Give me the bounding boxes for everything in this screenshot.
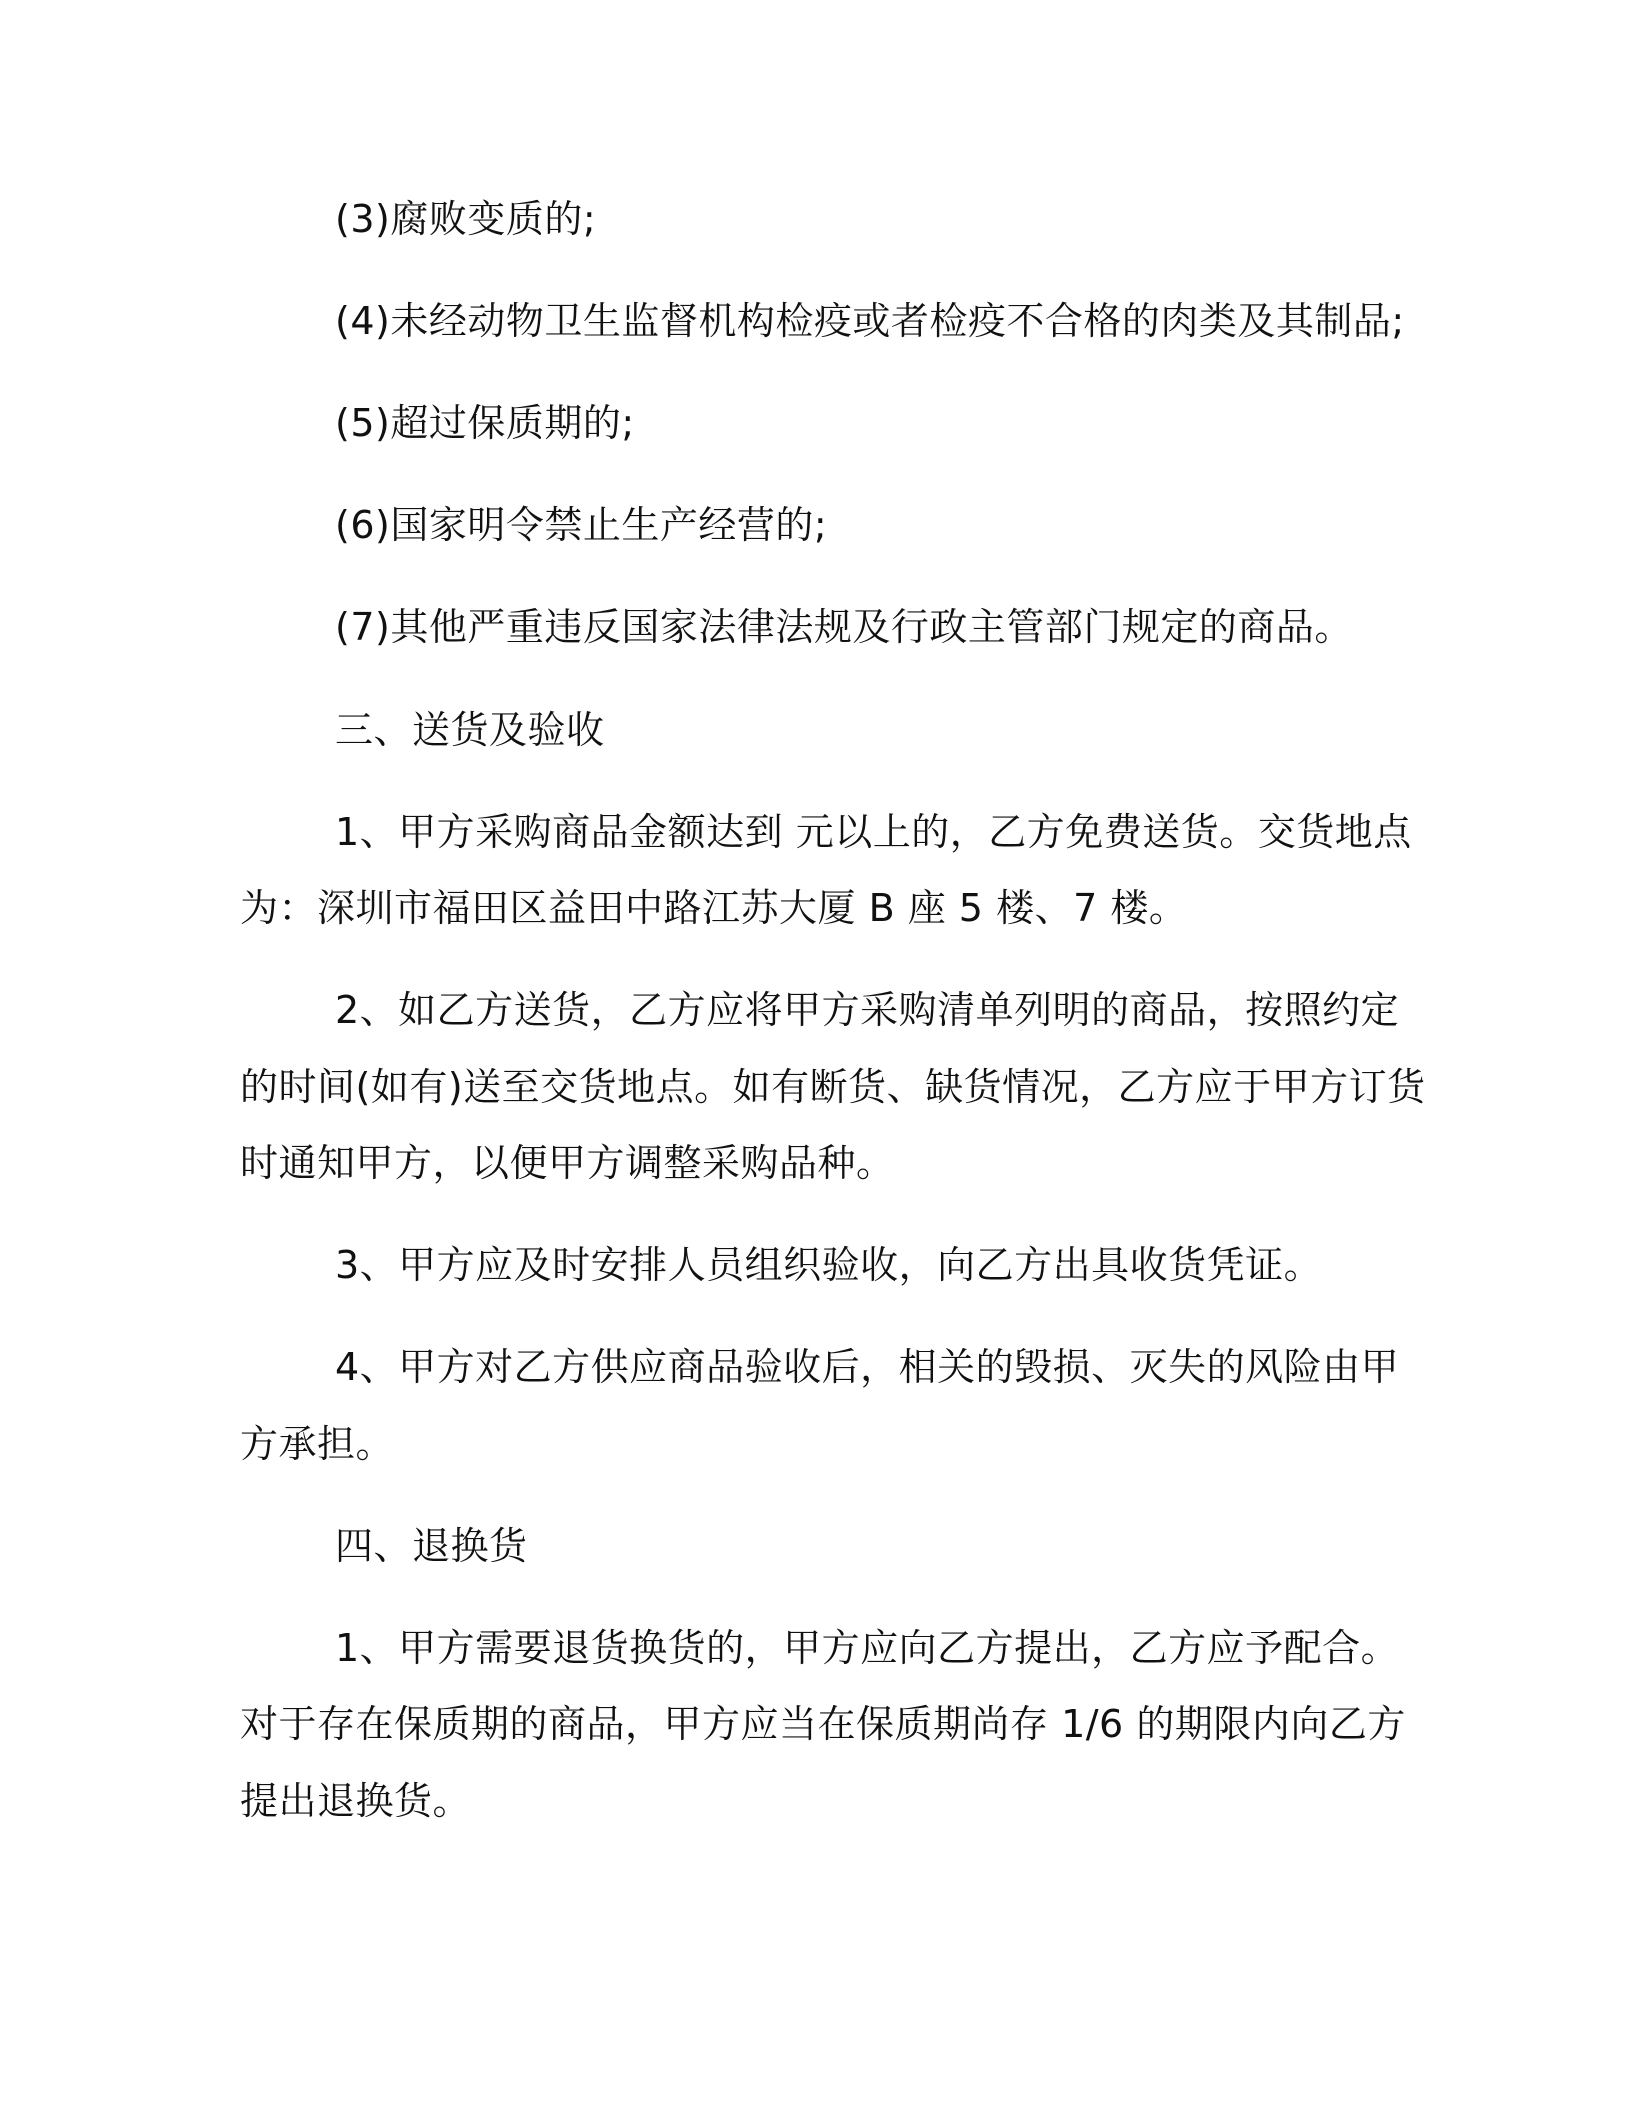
- list-item-6: (6)国家明令禁止生产经营的;: [335, 503, 828, 547]
- paragraph-4-line-1: 4、甲方对乙方供应商品验收后，相关的毁损、灭失的风险由甲: [335, 1345, 1400, 1389]
- list-item-3: (3)腐败变质的;: [335, 197, 597, 241]
- paragraph-3: 3、甲方应及时安排人员组织验收，向乙方出具收货凭证。: [335, 1243, 1323, 1287]
- section-heading-3: 三、送货及验收: [335, 708, 605, 752]
- list-item-4: (4)未经动物卫生监督机构检疫或者检疫不合格的肉类及其制品;: [335, 299, 1405, 343]
- paragraph-5-line-1: 1、甲方需要退货换货的，甲方应向乙方提出，乙方应予配合。: [335, 1626, 1400, 1670]
- paragraph-2-line-2: 的时间(如有)送至交货地点。如有断货、缺货情况，乙方应于甲方订货: [240, 1065, 1426, 1109]
- list-item-5: (5)超过保质期的;: [335, 401, 635, 445]
- paragraph-2-line-3: 时通知甲方，以便甲方调整采购品种。: [240, 1141, 895, 1185]
- paragraph-1-line-2: 为：深圳市福田区益田中路江苏大厦 B 座 5 楼、7 楼。: [240, 886, 1188, 930]
- list-item-7: (7)其他严重违反国家法律法规及行政主管部门规定的商品。: [335, 605, 1353, 649]
- paragraph-5-line-2: 对于存在保质期的商品，甲方应当在保质期尚存 1/6 的期限内向乙方: [240, 1702, 1406, 1746]
- section-heading-4: 四、退换货: [335, 1524, 528, 1568]
- paragraph-1-line-1: 1、甲方采购商品金额达到 元以上的，乙方免费送货。交货地点: [335, 810, 1412, 854]
- paragraph-5-line-3: 提出退换货。: [240, 1779, 472, 1823]
- paragraph-2-line-1: 2、如乙方送货，乙方应将甲方采购清单列明的商品，按照约定: [335, 988, 1400, 1032]
- paragraph-4-line-2: 方承担。: [240, 1422, 395, 1466]
